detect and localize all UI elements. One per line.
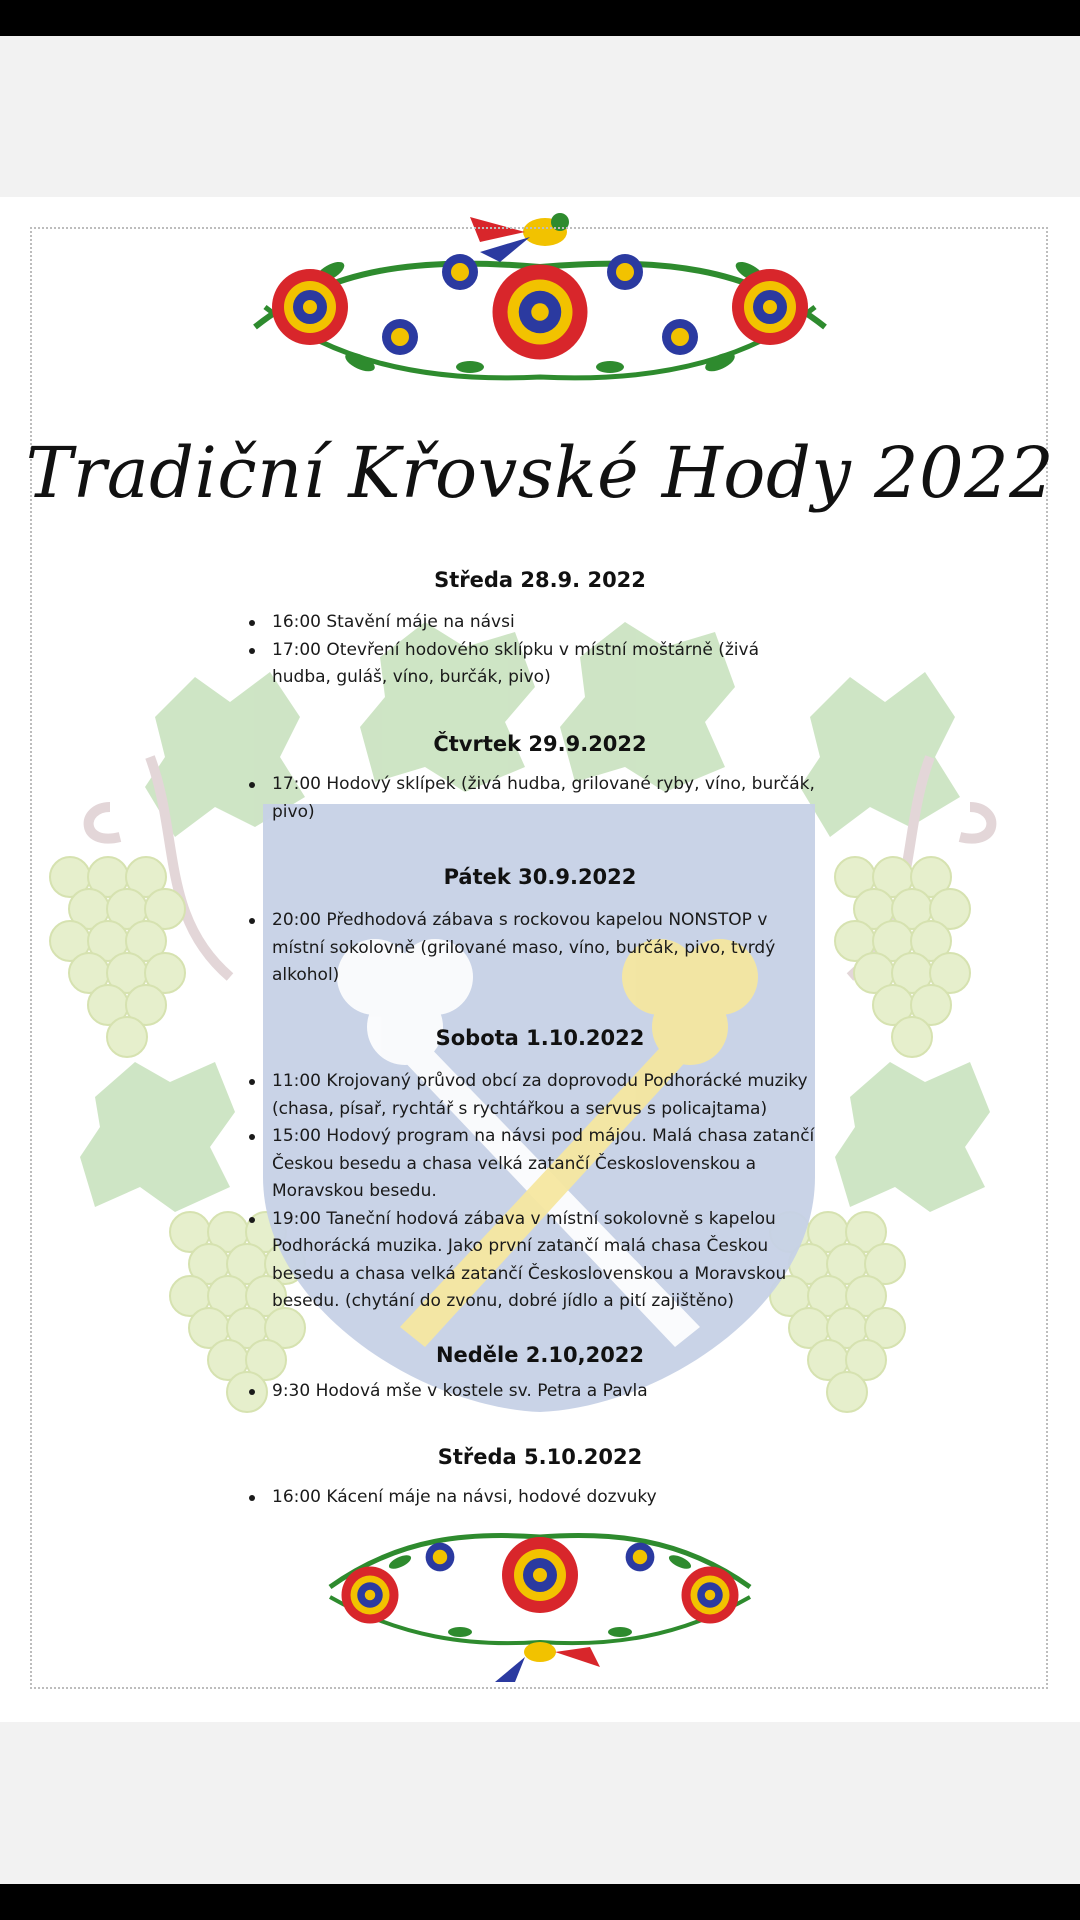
list-item: 15:00 Hodový program na návsi pod májou. Malá chasa zatančí Českou besedu a chasa velká zatančí Československou a Moravskou besedu.: [245, 1123, 820, 1206]
list-item: 9:30 Hodová mše v kostele sv. Petra a Pavla: [245, 1378, 820, 1406]
day-heading: Pátek 30.9.2022: [443, 865, 637, 889]
day-item-list: [245, 1068, 820, 1316]
list-item: 17:00 Otevření hodového sklípku v místní moštárně (živá hudba, guláš, víno, burčák, pivo): [245, 637, 820, 692]
day-heading: Neděle 2.10,2022: [435, 1343, 645, 1367]
day-heading: Středa 5.10.2022: [437, 1445, 643, 1469]
list-item: 11:00 Krojovaný průvod obcí za doprovodu Podhorácké muziky (chasa, písař, rychtář s rychtářkou a servus s policajtama): [245, 1068, 820, 1123]
list-item: 20:00 Předhodová zábava s rockovou kapelou NONSTOP v místní sokolovně (grilované maso, víno, burčák, pivo, tvrdý alkohol): [245, 907, 820, 990]
day-item-list: [245, 907, 820, 990]
day-heading: Sobota 1.10.2022: [435, 1026, 645, 1050]
poster-title: Tradiční Křovské Hody 2022: [25, 432, 1055, 514]
list-item: 16:00 Stavění máje na návsi: [245, 609, 820, 637]
day-item-list: [245, 1484, 820, 1512]
day-heading: Čtvrtek 29.9.2022: [433, 732, 647, 756]
top-status-bar: [0, 0, 1080, 36]
list-item: 16:00 Kácení máje na návsi, hodové dozvuky: [245, 1484, 820, 1512]
day-heading: Středa 28.9. 2022: [434, 568, 646, 592]
day-item-list: [245, 609, 820, 692]
day-item-list: [245, 771, 820, 826]
poster: [0, 197, 1080, 1722]
bottom-navigation-bar: [0, 1884, 1080, 1920]
list-item: 19:00 Taneční hodová zábava v místní sokolovně s kapelou Podhorácká muzika. Jako první zatančí malá chasa Českou besedu a chasa velká zatančí Československou a Moravskou besedu. (chytání do zvonu, dobré jídlo a pití zajištěno): [245, 1206, 820, 1316]
day-item-list: [245, 1378, 820, 1406]
list-item: 17:00 Hodový sklípek (živá hudba, grilované ryby, víno, burčák, pivo): [245, 771, 820, 826]
